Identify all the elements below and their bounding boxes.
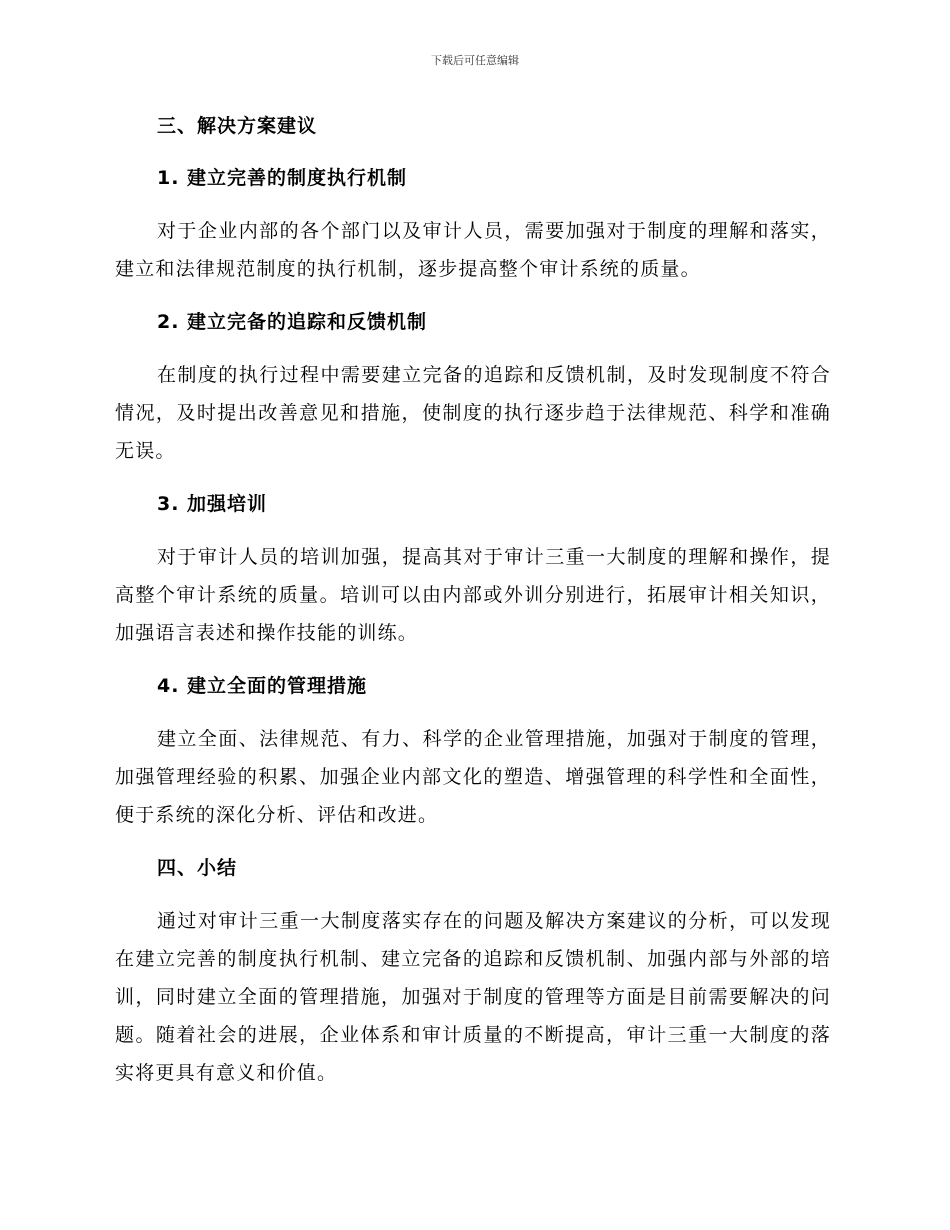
paragraph-1: 对于企业内部的各个部门以及审计人员，需要加强对于制度的理解和落实，建立和法律规范制度的执行机制，逐步提高整个审计系统的质量。 — [115, 220, 831, 280]
paragraph-3: 对于审计人员的培训加强，提高其对于审计三重一大制度的理解和操作，提高整个审计系统的质量。培训可以由内部或外训分别进行，拓展审计相关知识，加强语言表述和操作技能的训练。 — [115, 546, 831, 644]
paragraph-5: 通过对审计三重一大制度落实存在的问题及解决方案建议的分析，可以发现在建立完善的制度执行机制、建立完备的追踪和反馈机制、加强内部与外部的培训，同时建立全面的管理措施，加强对于制度的管理等方面是目前需要解决的问题。随着社会的进展，企业体系和审计质量的不断提高，审计三重一大制度的落实将更具有意义和价值。 — [115, 910, 831, 1084]
subheading-4: 4. 建立全面的管理措施 — [157, 675, 368, 697]
section-heading-3: 三、解决方案建议 — [157, 115, 318, 137]
paragraph-2: 在制度的执行过程中需要建立完备的追踪和反馈机制，及时发现制度不符合情况，及时提出改善意见和措施，使制度的执行逐步趋于法律规范、科学和准确无误。 — [115, 364, 831, 462]
subheading-2: 2. 建立完备的追踪和反馈机制 — [157, 311, 428, 333]
page-header-note: 下载后可任意编辑 — [431, 54, 519, 67]
document-body — [115, 108, 831, 1108]
section-heading-4: 四、小结 — [157, 857, 238, 879]
subheading-3: 3. 加强培训 — [157, 493, 268, 515]
subheading-1: 1. 建立完善的制度执行机制 — [157, 167, 408, 189]
paragraph-4: 建立全面、法律规范、有力、科学的企业管理措施，加强对于制度的管理，加强管理经验的积累、加强企业内部文化的塑造、增强管理的科学性和全面性，便于系统的深化分析、评估和改进。 — [115, 728, 831, 826]
